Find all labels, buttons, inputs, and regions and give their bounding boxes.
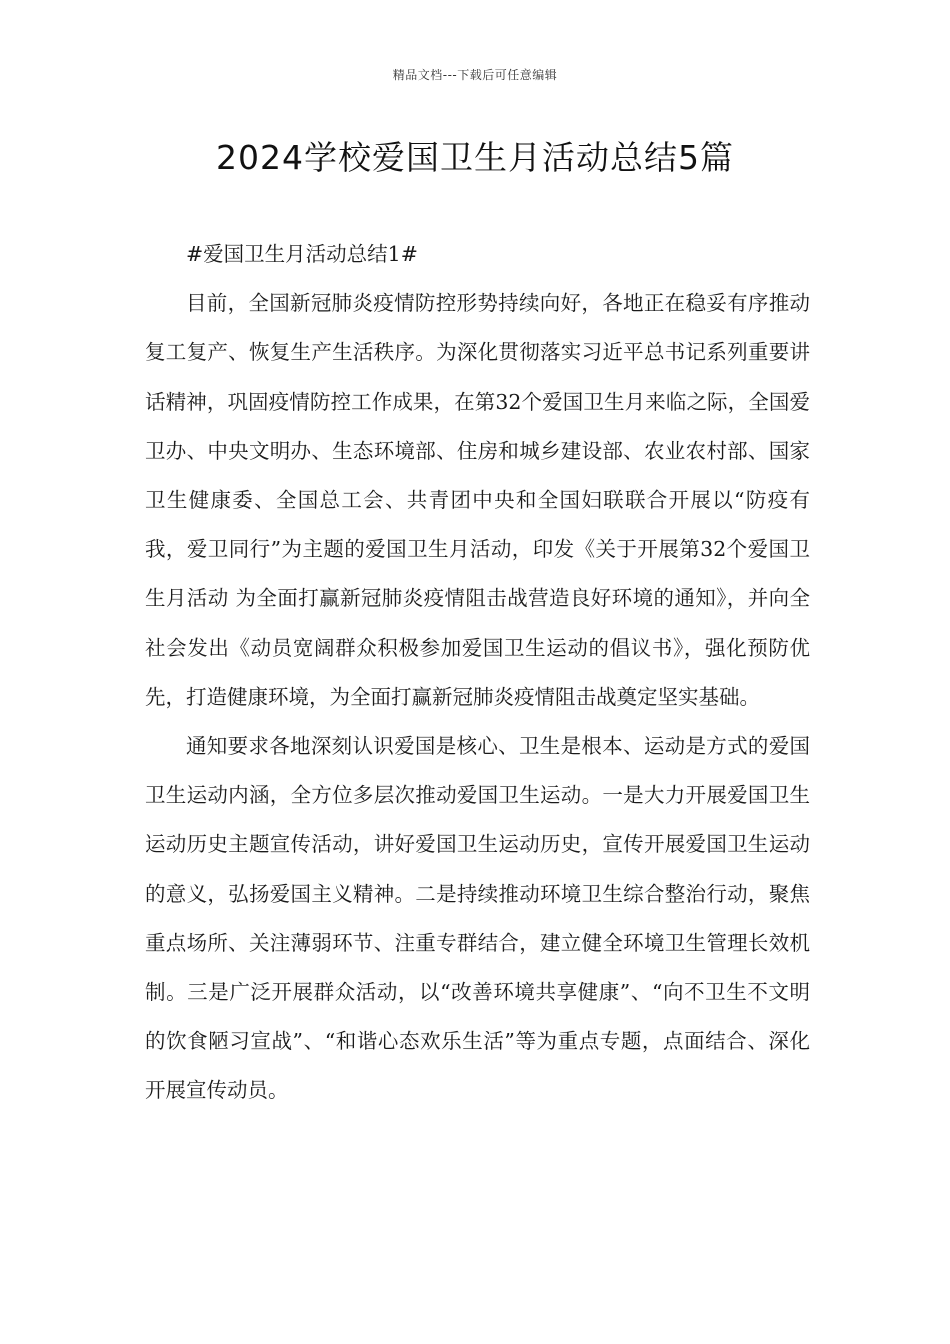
document-title: 2024学校爱国卫生月活动总结5篇 [216, 138, 734, 177]
header-note: 精品文档---下载后可任意编辑 [392, 68, 558, 82]
section-heading: #爱国卫生月活动总结1# [186, 242, 418, 266]
body-paragraph: 通知要求各地深刻认识爱国是核心、卫生是根本、运动是方式的爱国卫生运动内涵，全方位多层次推动爱国卫生运动。一是大力开展爱国卫生运动历史主题宣传活动，讲好爱国卫生运动历史，宣传开展爱国卫生运动的意义，弘扬爱国主义精神。二是持续推动环境卫生综合整治行动，聚焦重点场所、关注薄弱环节、注重专群结合，建立健全环境卫生管理长效机制。三是广泛开展群众活动，以“改善环境共享健康”、“向不卫生不文明的饮食陋习宣战”、“和谐心态欢乐生活”等为重点专题，点面结合、深化开展宣传动员。 [145, 734, 810, 1103]
document-body [145, 230, 810, 1116]
body-paragraph: 目前，全国新冠肺炎疫情防控形势持续向好，各地正在稳妥有序推动复工复产、恢复生产生活秩序。为深化贯彻落实习近平总书记系列重要讲话精神，巩固疫情防控工作成果，在第32个爱国卫生月来临之际，全国爱卫办、中央文明办、生态环境部、住房和城乡建设部、农业农村部、国家卫生健康委、全国总工会、共青团中央和全国妇联联合开展以“防疫有我，爱卫同行”为主题的爱国卫生月活动，印发《关于开展第32个爱国卫生月活动 为全面打赢新冠肺炎疫情阻击战营造良好环境的通知》，并向全社会发出《动员宽阔群众积极参加爱国卫生运动的倡议书》，强化预防优先，打造健康环境，为全面打赢新冠肺炎疫情阻击战奠定坚实基础。 [145, 291, 810, 709]
